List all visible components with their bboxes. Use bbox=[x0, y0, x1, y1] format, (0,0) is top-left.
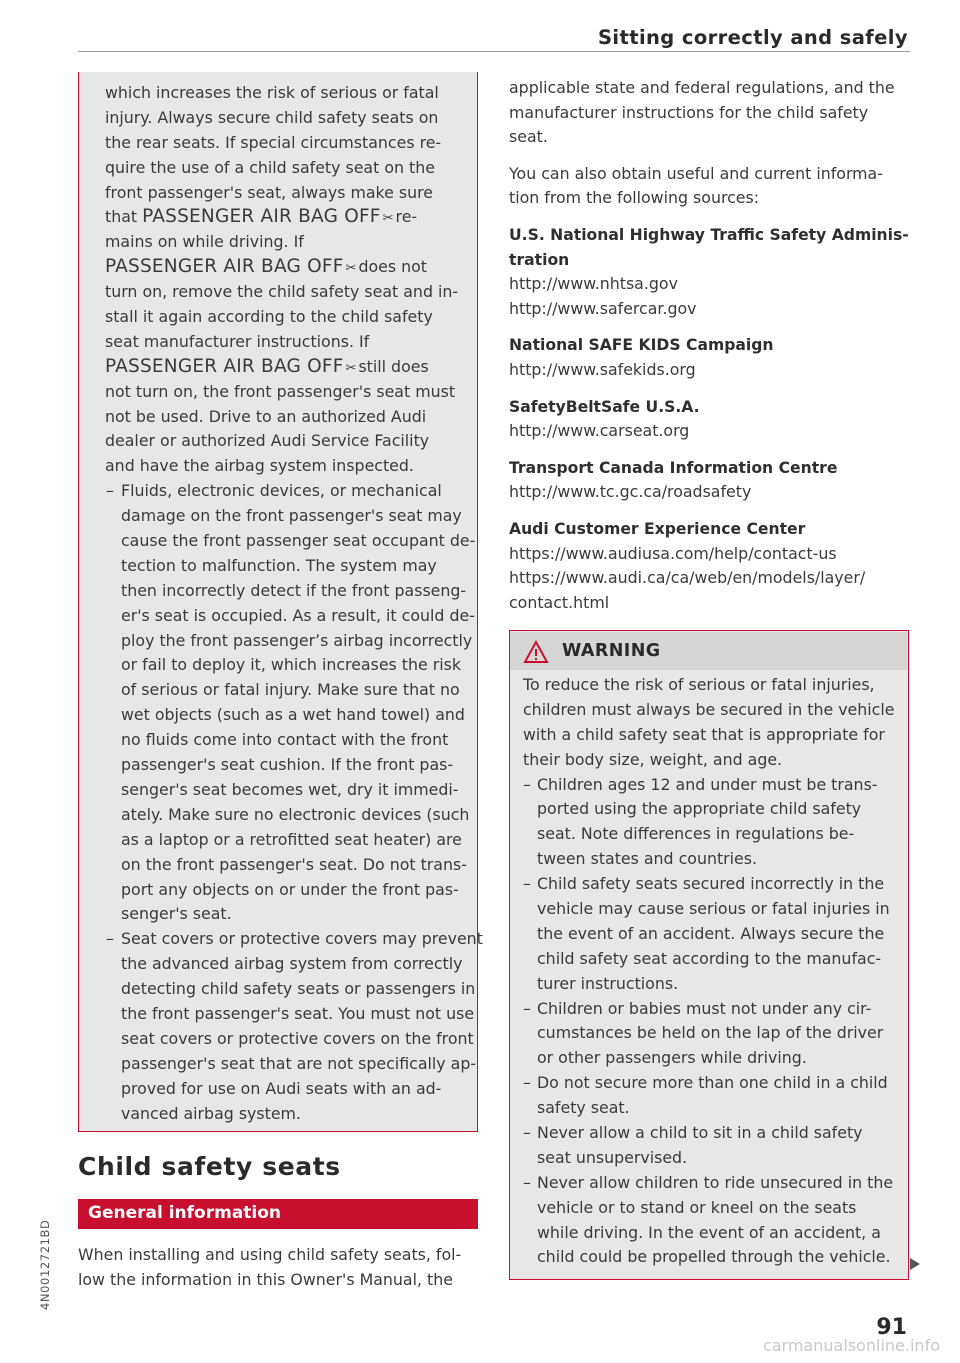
text-line bbox=[523, 847, 894, 872]
warning-text-continued bbox=[105, 81, 483, 1126]
text-line bbox=[105, 529, 483, 554]
section-intro bbox=[78, 1243, 461, 1293]
text-segment: damage on the front passenger's seat may bbox=[121, 506, 462, 526]
source-heading: Transport Canada Information Centre bbox=[509, 458, 838, 477]
text-line bbox=[105, 629, 483, 654]
paragraph-gap bbox=[509, 383, 909, 395]
text-line bbox=[105, 604, 483, 629]
text-line bbox=[523, 1196, 894, 1221]
text-segment: Never allow a child to sit in a child safety bbox=[537, 1123, 863, 1143]
text-segment: turer instructions. bbox=[537, 973, 679, 993]
text-line bbox=[523, 822, 894, 847]
text-line bbox=[105, 1077, 483, 1102]
text-line bbox=[105, 778, 483, 803]
text-segment: dealer or authorized Audi Service Facility bbox=[105, 431, 430, 451]
text-segment: front passenger's seat, always make sure bbox=[105, 182, 433, 202]
text-line bbox=[523, 1046, 894, 1071]
text-line bbox=[105, 131, 483, 156]
text-segment: vanced airbag system. bbox=[121, 1103, 301, 1123]
text-segment: safety seat. bbox=[537, 1098, 630, 1118]
text-line bbox=[105, 429, 483, 454]
text-line bbox=[105, 703, 483, 728]
list-dash: – bbox=[523, 774, 531, 794]
text-segment: vehicle may cause serious or fatal injuries in bbox=[537, 899, 890, 919]
airbag-off-icon: ✂ bbox=[345, 261, 357, 277]
text-line bbox=[523, 922, 894, 947]
text-line bbox=[105, 479, 483, 504]
text-line bbox=[523, 1021, 894, 1046]
paragraph-gap bbox=[509, 321, 909, 333]
text-line bbox=[523, 773, 894, 798]
text-line bbox=[523, 723, 894, 748]
text-line bbox=[523, 673, 894, 698]
text-segment: child safety seat according to the manufac- bbox=[537, 948, 882, 968]
text-segment: ploy the front passenger’s airbag incorrectly bbox=[121, 630, 473, 650]
text-line bbox=[105, 678, 483, 703]
text-line bbox=[105, 728, 483, 753]
list-dash: – bbox=[106, 481, 114, 501]
list-dash: – bbox=[523, 1172, 531, 1192]
text-segment: port any objects on or under the front pas- bbox=[121, 879, 459, 899]
paragraph-gap bbox=[509, 505, 909, 517]
text-line bbox=[105, 181, 483, 206]
airbag-off-icon: ✂ bbox=[382, 211, 394, 227]
list-dash: – bbox=[106, 929, 114, 949]
text-line bbox=[105, 230, 483, 255]
text-line bbox=[105, 579, 483, 604]
text-line bbox=[523, 1096, 894, 1121]
text-segment: not be used. Drive to an authorized Audi bbox=[105, 406, 427, 426]
text-segment: seat. Note differences in regulations be- bbox=[537, 824, 855, 844]
list-dash: – bbox=[523, 874, 531, 894]
text-line bbox=[105, 977, 483, 1002]
text-segment: re- bbox=[395, 207, 418, 227]
text-segment: Children ages 12 and under must be trans- bbox=[537, 774, 878, 794]
text-segment: their body size, weight, and age. bbox=[523, 749, 783, 769]
text-line bbox=[105, 554, 483, 579]
text-segment: seat manufacturer instructions. If bbox=[105, 331, 370, 351]
source-url: http://www.nhtsa.gov bbox=[509, 274, 678, 294]
source-url: https://www.audiusa.com/help/contact-us bbox=[509, 543, 837, 563]
text-line bbox=[105, 255, 483, 280]
text-segment: child could be propelled through the vehicle. bbox=[537, 1247, 891, 1267]
text-line bbox=[105, 305, 483, 330]
text-segment: children must always be secured in the vehicle bbox=[523, 699, 895, 719]
text-line bbox=[523, 1121, 894, 1146]
text-segment: passenger's seat cushion. If the front pas- bbox=[121, 755, 454, 775]
source-url: http://www.carseat.org bbox=[509, 421, 690, 441]
text-line bbox=[105, 653, 483, 678]
text-line bbox=[523, 797, 894, 822]
text-segment: injury. Always secure child safety seats on bbox=[105, 107, 439, 127]
text-segment: or other passengers while driving. bbox=[537, 1048, 807, 1068]
text-segment: as a laptop or a retrofitted seat heater) are bbox=[121, 829, 462, 849]
text-line bbox=[523, 698, 894, 723]
text-segment: senger's seat. bbox=[121, 904, 232, 924]
text-line bbox=[523, 1221, 894, 1246]
text-segment: not turn on, the front passenger's seat must bbox=[105, 381, 456, 401]
text-segment: tween states and countries. bbox=[537, 849, 758, 869]
text-line: seat. bbox=[509, 127, 548, 147]
page-number: 91 bbox=[876, 1315, 907, 1340]
text-segment: cause the front passenger seat occupant de- bbox=[121, 531, 476, 551]
watermark: carmanualsonline.info bbox=[762, 1336, 940, 1355]
text-line bbox=[105, 454, 483, 479]
list-dash: – bbox=[523, 1123, 531, 1143]
list-dash: – bbox=[523, 998, 531, 1018]
text-segment: vehicle or to stand or kneel on the seats bbox=[537, 1197, 857, 1217]
text-segment: tection to malfunction. The system may bbox=[121, 555, 437, 575]
text-segment: then incorrectly detect if the front passeng- bbox=[121, 580, 467, 600]
text-segment: while driving. In the event of an accident, a bbox=[537, 1222, 881, 1242]
text-line bbox=[523, 972, 894, 997]
text-segment: cumstances be held on the lap of the driver bbox=[537, 1023, 884, 1043]
text-segment: mains on while driving. If bbox=[105, 232, 304, 252]
text-segment: seat covers or protective covers on the front bbox=[121, 1028, 474, 1048]
paragraph-gap bbox=[509, 150, 909, 162]
text-line bbox=[105, 878, 483, 903]
indicator-label: PASSENGER AIR BAG OFF bbox=[142, 206, 381, 228]
airbag-off-icon: ✂ bbox=[345, 360, 357, 376]
text-segment: Fluids, electronic devices, or mechanical bbox=[121, 481, 442, 501]
running-header: Sitting correctly and safely bbox=[597, 26, 908, 49]
text-segment: proved for use on Audi seats with an ad- bbox=[121, 1078, 442, 1098]
text-line bbox=[105, 81, 483, 106]
source-heading: tration bbox=[509, 250, 570, 269]
text-line: applicable state and federal regulations, and the bbox=[509, 78, 895, 97]
text-segment: turn on, remove the child safety seat and in- bbox=[105, 282, 459, 302]
text-segment: does not bbox=[358, 257, 427, 277]
text-line bbox=[105, 355, 483, 380]
text-segment: still does bbox=[358, 356, 429, 376]
text-line bbox=[523, 1146, 894, 1171]
text-line: tion from the following sources: bbox=[509, 188, 760, 208]
intro-line: low the information in this Owner's Manual, the bbox=[78, 1269, 453, 1289]
text-line bbox=[105, 927, 483, 952]
text-segment: Children or babies must not under any cir- bbox=[537, 998, 872, 1018]
text-line bbox=[105, 1052, 483, 1077]
source-url: http://www.tc.gc.ca/roadsafety bbox=[509, 482, 752, 502]
text-line bbox=[105, 828, 483, 853]
text-segment: which increases the risk of serious or fatal bbox=[105, 83, 439, 102]
text-segment: Child safety seats secured incorrectly in the bbox=[537, 874, 885, 894]
text-segment: quire the use of a child safety seat on the bbox=[105, 157, 435, 177]
source-url: https://www.audi.ca/ca/web/en/models/layer/ bbox=[509, 568, 866, 588]
text-segment: Never allow children to ride unsecured in the bbox=[537, 1172, 894, 1192]
text-line bbox=[105, 1027, 483, 1052]
text-line bbox=[523, 1071, 894, 1096]
text-segment: wet objects (such as a wet hand towel) and bbox=[121, 705, 465, 725]
text-line bbox=[523, 872, 894, 897]
text-line bbox=[105, 803, 483, 828]
source-heading: SafetyBeltSafe U.S.A. bbox=[509, 397, 700, 416]
text-line bbox=[105, 380, 483, 405]
warning-text bbox=[523, 673, 894, 1270]
text-segment: Seat covers or protective covers may prevent bbox=[121, 929, 483, 949]
source-url: http://www.safekids.org bbox=[509, 359, 696, 379]
subsection-title: General information bbox=[88, 1203, 282, 1223]
text-segment: and have the airbag system inspected. bbox=[105, 456, 414, 476]
text-line bbox=[105, 504, 483, 529]
text-line bbox=[523, 748, 894, 773]
source-heading: Audi Customer Experience Center bbox=[509, 519, 806, 538]
text-segment: detecting child safety seats or passengers in bbox=[121, 979, 476, 999]
text-segment: or fail to deploy it, which increases the risk bbox=[121, 655, 462, 675]
warning-triangle-icon bbox=[523, 640, 549, 664]
text-line bbox=[523, 897, 894, 922]
text-segment: that bbox=[105, 207, 143, 227]
text-segment: of serious or fatal injury. Make sure that no bbox=[121, 680, 460, 700]
text-segment: stall it again according to the child safety bbox=[105, 307, 433, 327]
indicator-label: PASSENGER AIR BAG OFF bbox=[105, 256, 344, 278]
text-segment: with a child safety seat that is appropriate for bbox=[523, 724, 885, 744]
continue-arrow-icon bbox=[910, 1258, 920, 1270]
text-line bbox=[105, 753, 483, 778]
text-line bbox=[105, 952, 483, 977]
text-line bbox=[105, 205, 483, 230]
text-segment: on the front passenger's seat. Do not trans- bbox=[121, 854, 467, 874]
text-segment: the front passenger's seat. You must not use bbox=[121, 1003, 475, 1023]
text-line bbox=[105, 156, 483, 181]
text-segment: Do not secure more than one child in a child bbox=[537, 1073, 888, 1093]
text-line bbox=[105, 330, 483, 355]
text-segment: the advanced airbag system from correctly bbox=[121, 954, 463, 974]
text-line bbox=[105, 853, 483, 878]
text-line bbox=[105, 1102, 483, 1127]
indicator-label: PASSENGER AIR BAG OFF bbox=[105, 355, 344, 377]
text-segment: the rear seats. If special circumstances re- bbox=[105, 132, 442, 152]
text-segment: er's seat is occupied. As a result, it could de- bbox=[121, 605, 475, 625]
text-line bbox=[523, 997, 894, 1022]
text-segment: ported using the appropriate child safety bbox=[537, 799, 862, 819]
header-rule bbox=[78, 51, 910, 52]
paragraph-gap bbox=[509, 444, 909, 456]
text-line bbox=[523, 1245, 894, 1270]
text-line: You can also obtain useful and current informa- bbox=[509, 163, 883, 183]
text-line bbox=[105, 1002, 483, 1027]
text-line: manufacturer instructions for the child safety bbox=[509, 102, 869, 122]
text-line bbox=[523, 1171, 894, 1196]
sources-text bbox=[509, 76, 909, 615]
source-heading: National SAFE KIDS Campaign bbox=[509, 336, 774, 355]
text-line bbox=[105, 902, 483, 927]
text-segment: ately. Make sure no electronic devices (such bbox=[121, 804, 470, 824]
text-segment: seat unsupervised. bbox=[537, 1147, 688, 1167]
text-segment: senger's seat becomes wet, dry it immedi- bbox=[121, 779, 459, 799]
text-segment: passenger's seat that are not specifically ap- bbox=[121, 1053, 477, 1073]
text-segment: the event of an accident. Always secure the bbox=[537, 923, 885, 943]
text-line bbox=[105, 405, 483, 430]
text-segment: To reduce the risk of serious or fatal injuries, bbox=[523, 675, 875, 694]
text-line bbox=[523, 947, 894, 972]
paragraph-gap bbox=[509, 211, 909, 223]
list-dash: – bbox=[523, 1073, 531, 1093]
text-segment: no fluids come into contact with the front bbox=[121, 730, 449, 750]
section-title: Child safety seats bbox=[78, 1152, 341, 1181]
document-code: 4N0012721BD bbox=[38, 1219, 52, 1310]
text-line bbox=[105, 106, 483, 131]
text-line bbox=[105, 280, 483, 305]
source-url: contact.html bbox=[509, 592, 610, 612]
warning-title: WARNING bbox=[562, 641, 661, 661]
source-heading: U.S. National Highway Traffic Safety Adminis- bbox=[509, 225, 909, 244]
source-url: http://www.safercar.gov bbox=[509, 298, 697, 318]
intro-line: When installing and using child safety seats, fol- bbox=[78, 1245, 462, 1264]
